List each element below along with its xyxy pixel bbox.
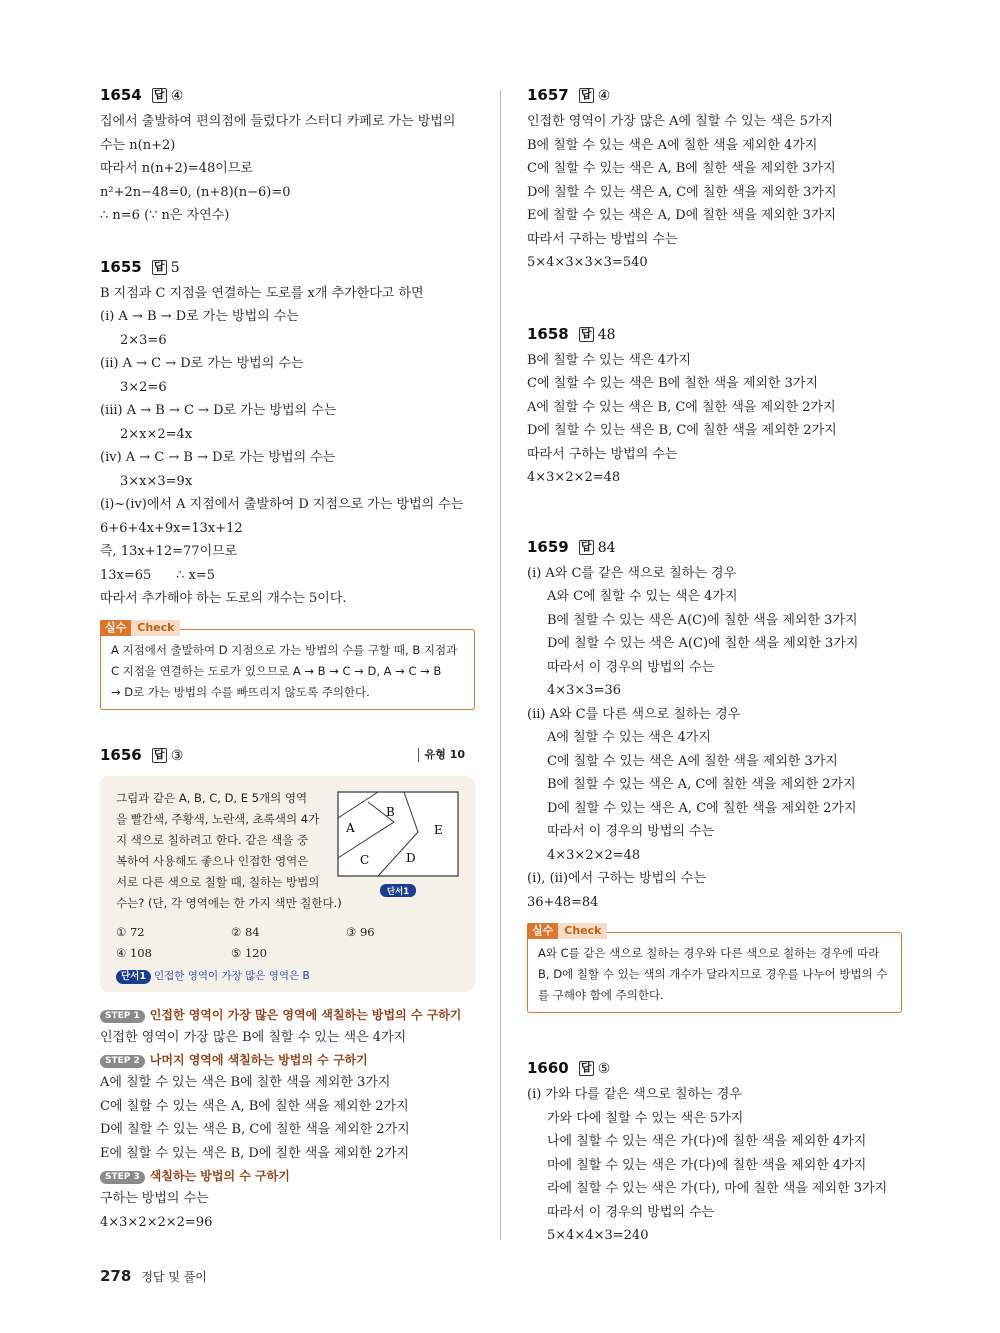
- solution-line: D에 칠할 수 있는 색은 B, C에 칠한 색을 제외한 2가지: [527, 423, 837, 438]
- choice-4: ④ 108: [116, 945, 152, 960]
- check-tag-label: 실수: [527, 923, 558, 939]
- column-divider: [500, 90, 501, 1240]
- clue-label: 단서1: [386, 886, 410, 897]
- solution-line: (ⅱ) A와 C를 다른 색으로 칠하는 경우: [527, 706, 741, 722]
- solution-line: 4×3×2×2×2=96: [100, 1214, 213, 1230]
- problem-number: 1655: [100, 257, 142, 276]
- solution-line: B에 칠할 수 있는 색은 A(C)에 칠한 색을 제외한 3가지: [547, 612, 858, 628]
- answer: ④: [170, 88, 184, 104]
- solution-line: 4×3×3=36: [547, 683, 622, 698]
- check-line: C 지점을 연결하는 도로가 있으므로 A → B → C → D, A → C → B: [111, 663, 442, 678]
- solution-line: 36+48=84: [527, 894, 599, 910]
- answer-mark-icon: 답: [579, 1061, 594, 1076]
- solution-line: B 지점과 C 지점을 연결하는 도로를 x개 추가한다고 하면: [100, 285, 424, 301]
- solution-line: 인접한 영역이 가장 많은 A에 칠할 수 있는 색은 5가지: [527, 114, 834, 129]
- region-label-e: E: [434, 822, 443, 837]
- problem-line: 서로 다른 색으로 칠할 때, 칠하는 방법의: [116, 874, 320, 889]
- check-tag: [100, 620, 180, 636]
- solution-line: 3×x×3=9x: [120, 473, 193, 489]
- solution-line: 따라서 이 경우의 방법의 수는: [547, 824, 715, 839]
- choice-1: ① 72: [116, 924, 145, 939]
- solution-line: C에 칠할 수 있는 색은 B에 칠한 색을 제외한 3가지: [527, 376, 819, 391]
- mistake-check-box: [100, 620, 475, 710]
- solution-line: 따라서 추가해야 하는 도로의 개수는 5이다.: [100, 591, 347, 606]
- solution-line: 따라서 n(n+2)=48이므로: [100, 161, 253, 176]
- solution-line: 인접한 영역이 가장 많은 B에 칠할 수 있는 색은 4가지: [100, 1029, 407, 1045]
- answer-mark-icon: 답: [152, 748, 167, 763]
- step-pill: STEP 3: [100, 1171, 145, 1184]
- mistake-check-box: [527, 924, 902, 1013]
- problem-1659-header: [527, 532, 902, 562]
- region-label-a: A: [346, 820, 355, 835]
- solution-line: 13x=65 ∴ x=5: [100, 567, 216, 583]
- problem-1660-header: [527, 1053, 902, 1083]
- problem-1657-header: [527, 80, 902, 110]
- check-line: → D로 가는 방법의 수를 빠뜨리지 않도록 주의한다.: [111, 684, 370, 699]
- answer: ④: [597, 88, 611, 104]
- problem-line: 복하여 사용해도 좋으나 인접한 영역은: [116, 853, 309, 868]
- solution-line: C에 칠할 수 있는 색은 A에 칠한 색을 제외한 3가지: [547, 753, 838, 769]
- solution-line: (ⅰ)~(ⅳ)에서 A 지점에서 출발하여 D 지점으로 가는 방법의 수는: [100, 497, 464, 512]
- solution-line: 5×4×3×3×3=540: [527, 255, 648, 270]
- problem-line: 그림과 같은 A, B, C, D, E 5개의 영역: [116, 790, 308, 805]
- answer-mark-icon: 답: [152, 260, 167, 275]
- step-title: 나머지 영역에 색칠하는 방법의 수 구하기: [149, 1053, 368, 1067]
- problem-line: 지 색으로 칠하려고 한다. 같은 색을 중: [116, 832, 309, 847]
- solution-line: 4×3×2×2=48: [527, 470, 621, 485]
- problem-number: 1654: [100, 86, 142, 104]
- step-3-title: [100, 1165, 475, 1187]
- solution-line: 라에 칠할 수 있는 색은 가(다), 마에 칠한 색을 제외한 3가지: [547, 1181, 888, 1196]
- answer-mark-icon: 답: [579, 88, 594, 103]
- solution-line: n²+2n−48=0, (n+8)(n−6)=0: [100, 184, 291, 200]
- solution-line: A와 C에 칠할 수 있는 색은 4가지: [547, 589, 738, 604]
- solution-line: 따라서 이 경우의 방법의 수는: [547, 1204, 715, 1220]
- check-tag-word: Check: [558, 923, 607, 939]
- solution-line: B에 칠할 수 있는 색은 A에 칠한 색을 제외한 4가지: [527, 137, 818, 153]
- step-title: 색칠하는 방법의 수 구하기: [149, 1169, 290, 1183]
- region-label-b: B: [386, 804, 395, 819]
- solution-line: 5×4×4×3=240: [547, 1228, 649, 1243]
- solution-line: 가와 다에 칠할 수 있는 색은 5가지: [547, 1110, 744, 1126]
- check-tag-word: Check: [131, 620, 180, 636]
- left-column: [100, 80, 475, 1234]
- solution-line: 마에 칠할 수 있는 색은 가(다)에 칠한 색을 제외한 4가지: [547, 1157, 867, 1173]
- answer: 84: [597, 539, 616, 556]
- problem-text: [116, 788, 342, 914]
- check-line: B, D에 칠할 수 있는 색의 개수가 달라지므로 경우를 나누어 방법의 수: [538, 967, 888, 981]
- check-line: A와 C를 같은 색으로 칠하는 경우와 다른 색으로 칠하는 경우에 따라: [538, 946, 880, 960]
- choice-2: ② 84: [231, 924, 260, 939]
- solution-line: 2×3=6: [120, 332, 167, 348]
- problem-number: 1657: [527, 86, 569, 104]
- solution-line: (ⅰ) A와 C를 같은 색으로 칠하는 경우: [527, 565, 737, 581]
- solution-line: A에 칠할 수 있는 색은 B, C에 칠한 색을 제외한 2가지: [527, 399, 836, 415]
- problem-number: 1659: [527, 537, 569, 556]
- solution-line: C에 칠할 수 있는 색은 A, B에 칠한 색을 제외한 3가지: [527, 161, 836, 176]
- solution-line: (ⅰ), (ⅱ)에서 구하는 방법의 수는: [527, 871, 707, 886]
- answer: ⑤: [597, 1061, 611, 1077]
- solution-line: 4×3×2×2=48: [547, 847, 641, 863]
- solution-line: (ⅰ) 가와 다를 같은 색으로 칠하는 경우: [527, 1087, 742, 1102]
- solution-line: C에 칠할 수 있는 색은 A, B에 칠한 색을 제외한 2가지: [100, 1098, 409, 1114]
- step-2-title: [100, 1049, 475, 1071]
- problem-1654-header: [100, 80, 475, 110]
- solution-line: D에 칠할 수 있는 색은 A(C)에 칠한 색을 제외한 3가지: [547, 636, 859, 651]
- answer-mark-icon: 답: [152, 88, 167, 103]
- answer-choices: [116, 922, 461, 964]
- region-label-d: D: [406, 850, 416, 865]
- solution-line: E에 칠할 수 있는 색은 A, D에 칠한 색을 제외한 3가지: [527, 208, 837, 223]
- step-pill: STEP 1: [100, 1010, 145, 1023]
- right-column: [527, 80, 902, 1248]
- answer: 5: [170, 259, 180, 276]
- solution-line: 따라서 이 경우의 방법의 수는: [547, 659, 715, 675]
- solution-line: D에 칠할 수 있는 색은 A, C에 칠한 색을 제외한 3가지: [527, 184, 837, 200]
- solution-line: 3×2=6: [120, 379, 167, 395]
- solution-line: (ⅱ) A → C → D로 가는 방법의 수는: [100, 356, 304, 371]
- problem-1656-header: [100, 740, 475, 770]
- answer: 48: [597, 326, 616, 343]
- problem-line: 수는? (단, 각 영역에는 한 가지 색만 칠한다.): [116, 895, 342, 910]
- hint-text: 인접한 영역이 가장 많은 영역은 B: [153, 969, 310, 982]
- step-pill: STEP 2: [100, 1055, 145, 1068]
- clue-pill: 단서1: [116, 970, 151, 984]
- region-label-c: C: [360, 852, 370, 867]
- solution-line: ∴ n=6 (∵ n은 자연수): [100, 208, 230, 223]
- region-diagram: [336, 788, 460, 900]
- solution-line: 6+6+4x+9x=13x+12: [100, 520, 243, 536]
- solution-line: 즉, 13x+12=77이므로: [100, 544, 238, 559]
- problem-line: 을 빨간색, 주황색, 노란색, 초록색의 4가: [116, 811, 320, 826]
- problem-1658-header: [527, 319, 902, 349]
- type-tag: 유형 10: [418, 748, 465, 762]
- check-line: A 지점에서 출발하여 D 지점으로 가는 방법의 수를 구할 때, B 지점과: [111, 642, 458, 657]
- solution-line: (ⅲ) A → B → C → D로 가는 방법의 수는: [100, 403, 337, 418]
- solution-line: E에 칠할 수 있는 색은 B, D에 칠한 색을 제외한 2가지: [100, 1145, 410, 1161]
- solution-line: 나에 칠할 수 있는 색은 가(다)에 칠한 색을 제외한 4가지: [547, 1134, 867, 1149]
- problem-1655-header: [100, 252, 475, 282]
- step-title: 인접한 영역이 가장 많은 영역에 색칠하는 방법의 수 구하기: [149, 1007, 462, 1022]
- choice-3: ③ 96: [346, 924, 375, 939]
- problem-number: 1660: [527, 1059, 569, 1077]
- solution-line: 2×x×2=4x: [120, 426, 193, 442]
- check-tag: [527, 923, 607, 939]
- clue-hint: [116, 968, 461, 984]
- page-number: 278: [100, 1267, 132, 1285]
- problem-box: [100, 776, 475, 992]
- problem-number: 1656: [100, 745, 142, 764]
- solution-line: (ⅳ) A → C → B → D로 가는 방법의 수는: [100, 450, 336, 465]
- solution-line: B에 칠할 수 있는 색은 4가지: [527, 352, 692, 368]
- solution-line: B에 칠할 수 있는 색은 A, C에 칠한 색을 제외한 2가지: [547, 777, 856, 792]
- problem-number: 1658: [527, 324, 569, 343]
- solution-line: A에 칠할 수 있는 색은 4가지: [547, 730, 711, 745]
- choice-5: ⑤ 120: [231, 945, 267, 960]
- solution-line: (ⅰ) A → B → D로 가는 방법의 수는: [100, 309, 299, 324]
- answer: ③: [170, 747, 184, 764]
- solution-line: D에 칠할 수 있는 색은 A, C에 칠한 색을 제외한 2가지: [547, 800, 857, 816]
- solution-line: D에 칠할 수 있는 색은 B, C에 칠한 색을 제외한 2가지: [100, 1122, 410, 1137]
- footer-title: 정답 및 풀이: [141, 1270, 207, 1284]
- solution-line: 따라서 구하는 방법의 수는: [527, 446, 678, 462]
- answer-mark-icon: 답: [579, 327, 594, 342]
- step-1-title: [100, 1004, 475, 1026]
- solution-line: 따라서 구하는 방법의 수는: [527, 231, 678, 247]
- solution-line: 집에서 출발하여 편의점에 들렀다가 스터디 카페로 가는 방법의: [100, 114, 456, 129]
- check-tag-label: 실수: [100, 620, 131, 636]
- solution-line: A에 칠할 수 있는 색은 B에 칠한 색을 제외한 3가지: [100, 1075, 391, 1090]
- page-footer: [100, 1266, 207, 1285]
- check-line: 를 구해야 함에 주의한다.: [538, 988, 664, 1002]
- solution-line: 구하는 방법의 수는: [100, 1191, 209, 1206]
- solution-line: 수는 n(n+2): [100, 137, 176, 153]
- answer-mark-icon: 답: [579, 540, 594, 555]
